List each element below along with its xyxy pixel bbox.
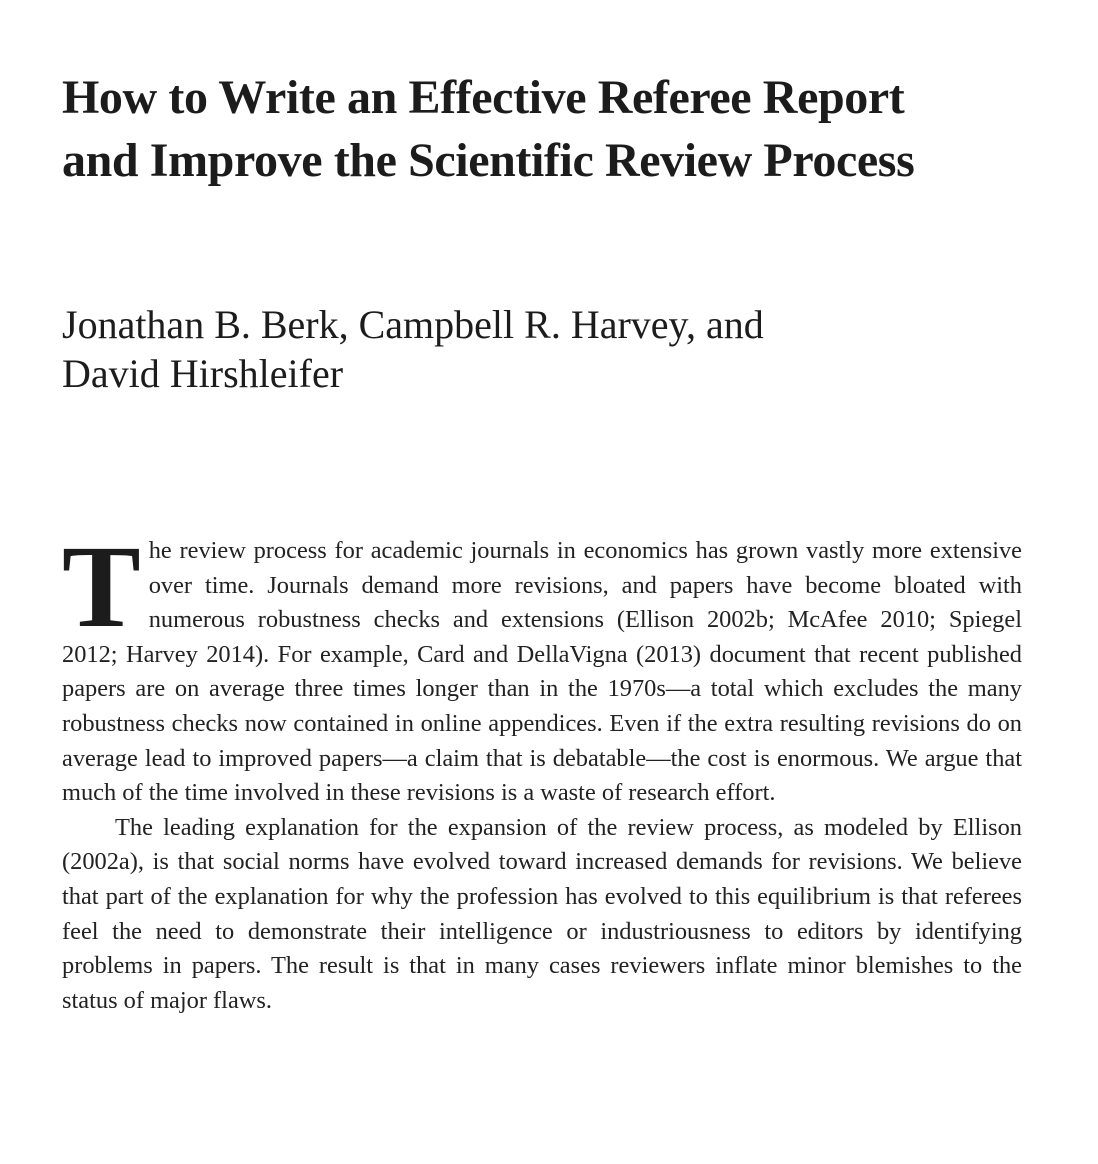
author-line-2: David Hirshleifer	[62, 351, 344, 396]
paragraph-1-text: he review process for academic journals in economics has grown vastly more extensive over time. Journals demand more revisions, and papers have become bloated with numerous robustness checks and extensions (Ellison 2002b; McAfee 2010; Spiegel 2012; Harvey 2014). For example, Card and DellaVigna (2013) document that recent published papers are on average three times longer than in the 1970s—a total which excludes the many robustness checks now contained in online appendices. Even if the extra resulting revisions do on average lead to improved papers—a claim that is debatable—the cost is enormous. We argue that much of the time involved in these revisions is a waste of research effort.	[62, 537, 1022, 807]
drop-cap: T	[62, 521, 141, 652]
article-body	[62, 521, 1022, 1018]
paragraph-1	[62, 521, 1022, 811]
title-line-1: How to Write an Effective Referee Report	[62, 71, 905, 124]
author-list	[62, 300, 1022, 398]
author-line-1: Jonathan B. Berk, Campbell R. Harvey, and	[62, 302, 764, 347]
title-line-2: and Improve the Scientific Review Process	[62, 134, 915, 187]
paper-title	[62, 66, 1022, 192]
paragraph-2: The leading explanation for the expansion of the review process, as modeled by Ellison (2002a), is that social norms have evolved toward increased demands for revisions. We believe that part of the explanation for why the profession has evolved to this equilibrium is that referees feel the need to demonstrate their intelligence or industriousness to editors by identifying problems in papers. The result is that in many cases reviewers inflate minor blemishes to the status of major flaws.	[62, 813, 1022, 1014]
